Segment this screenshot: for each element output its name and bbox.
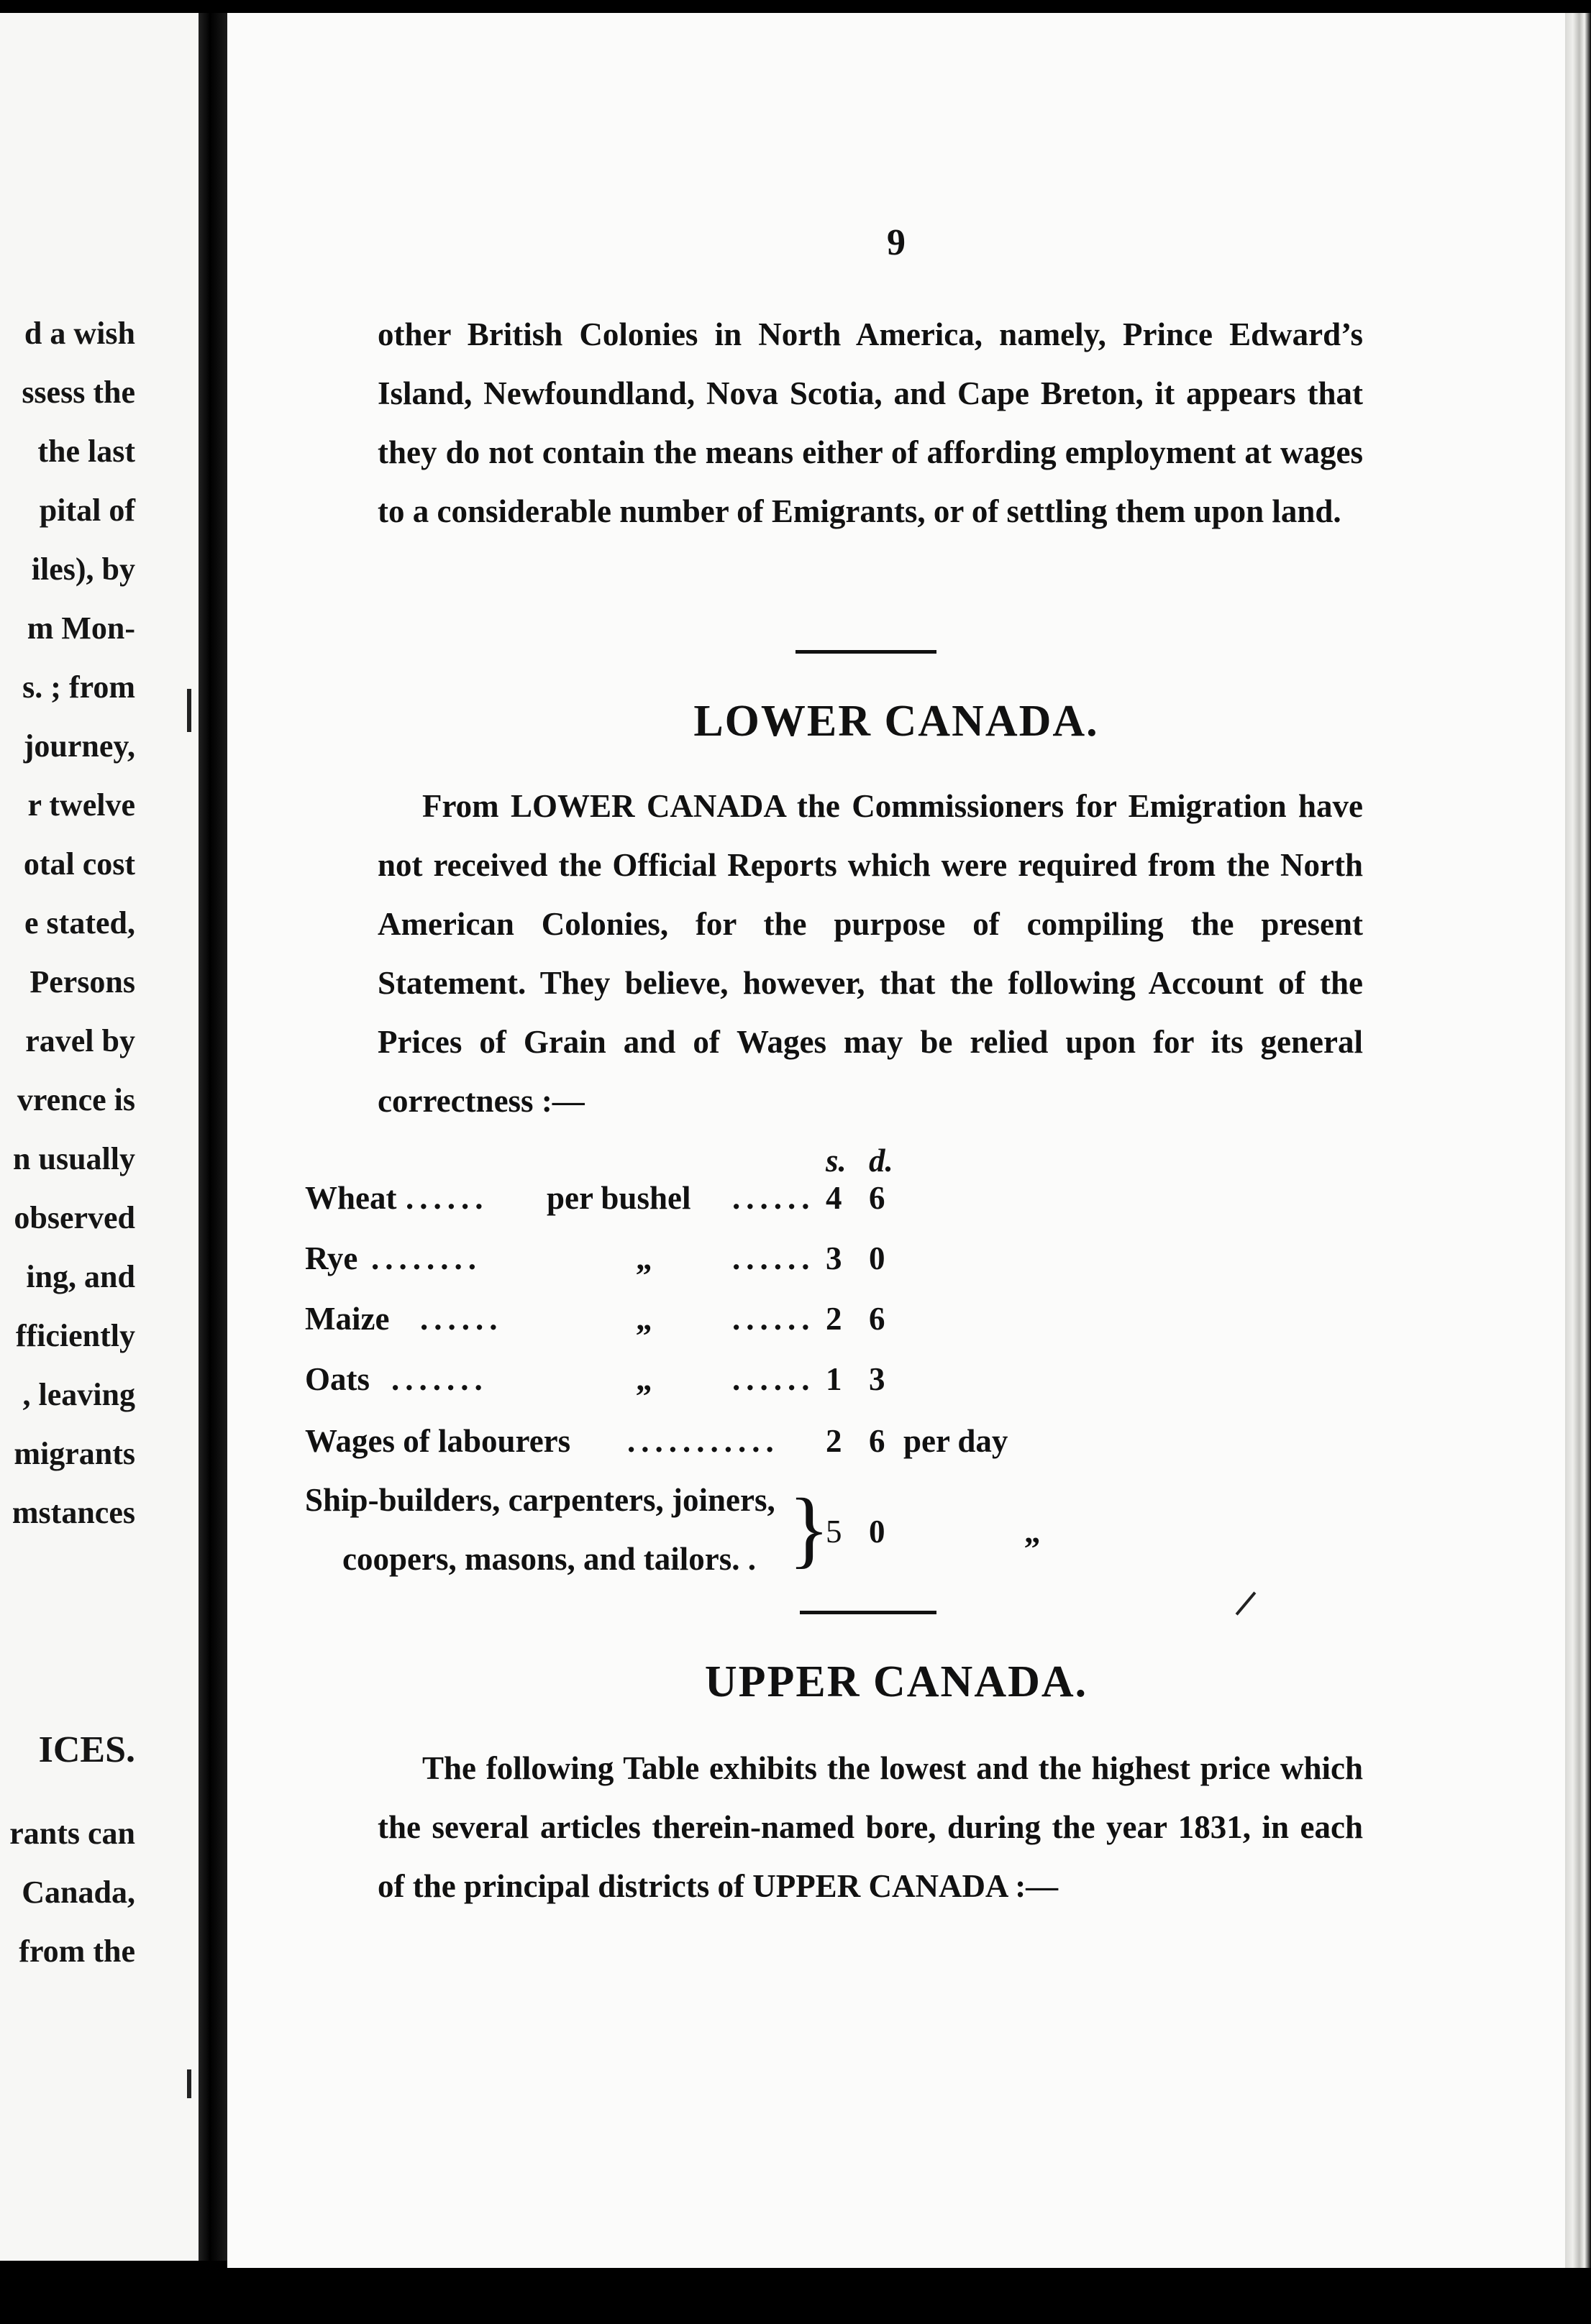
- left-fragment: rants can: [9, 1816, 135, 1851]
- section-divider: [796, 650, 936, 654]
- left-fragment: migrants: [14, 1436, 135, 1471]
- price-row-oats: [305, 1360, 1168, 1404]
- intro-paragraph: other British Colonies in North America, namely, Prince Edward’s Island, Newfoundland, Nova Scotia, and Cape Breton, it appears that they do not contain the means either of affording employment at wages to a considerable number of Emigrants, or of settling them upon land.: [378, 316, 1363, 529]
- price-shillings: 3: [826, 1240, 842, 1276]
- price-item: Rye: [305, 1240, 358, 1276]
- left-fragment: n usually: [13, 1141, 135, 1176]
- trades-row: [305, 1481, 1168, 1604]
- trades-line-1: Ship-builders, carpenters, joiners,: [305, 1482, 775, 1518]
- trades-line-2: coopers, masons, and tailors. .: [342, 1541, 757, 1577]
- price-shillings: 2: [826, 1301, 842, 1337]
- wages-pence: 6: [869, 1423, 885, 1459]
- left-fragment: journey,: [23, 728, 135, 764]
- wages-row: [305, 1422, 1168, 1465]
- left-fragment: e stated,: [24, 905, 135, 941]
- left-fragment: ing, and: [26, 1259, 135, 1294]
- leader-dots: ......: [732, 1180, 816, 1216]
- left-heading-fragment: ICES.: [38, 1729, 135, 1770]
- price-pence: 3: [869, 1361, 885, 1397]
- upper-canada-heading: UPPER CANADA.: [704, 1657, 1088, 1706]
- lower-canada-paragraph: From LOWER CANADA the Commissioners for Emigration have not received the Official Reports which were required from the North American Colonies, for the purpose of compiling the present Statement. They believe, however, that the following Account of the Prices of Grain and of Wages may be relied upon for its general correctness :—: [378, 788, 1363, 1119]
- book-gutter: [199, 13, 227, 2261]
- page-number: 9: [887, 222, 906, 263]
- trades-ditto: „: [1024, 1514, 1041, 1550]
- upper-canada-paragraph: The following Table exhibits the lowest and the highest price which the several articles therein-named bore, during the year 1831, in each of the principal districts of UPPER CANADA :—: [378, 1750, 1363, 1904]
- scan-speck: [187, 2069, 191, 2098]
- wages-per-day: per day: [903, 1423, 1008, 1459]
- shillings-column-header: s.: [826, 1143, 847, 1179]
- left-fragment: d a wish: [24, 316, 135, 351]
- left-facing-page: [0, 13, 199, 2261]
- leader-dots: ......: [732, 1301, 816, 1337]
- price-unit: „: [636, 1301, 652, 1337]
- scan-border-bottom: [0, 2268, 1591, 2324]
- price-shillings: 4: [826, 1180, 842, 1216]
- left-fragment: r twelve: [27, 787, 135, 823]
- price-item: Oats: [305, 1361, 370, 1397]
- leader-dots: ......: [732, 1361, 816, 1397]
- wages-shillings: 2: [826, 1423, 842, 1459]
- price-pence: 6: [869, 1180, 885, 1216]
- left-fragment: observed: [14, 1200, 135, 1235]
- leader-dots: ...........: [627, 1423, 780, 1459]
- pence-column-header: d.: [869, 1143, 893, 1179]
- left-fragment: otal cost: [23, 846, 135, 882]
- leader-dots: .......: [391, 1361, 488, 1397]
- price-unit: „: [636, 1361, 652, 1397]
- left-fragment: fficiently: [15, 1318, 135, 1353]
- price-pence: 0: [869, 1240, 885, 1276]
- price-item: Maize: [305, 1301, 390, 1337]
- left-fragment: Canada,: [22, 1875, 135, 1910]
- price-shillings: 1: [826, 1361, 842, 1397]
- curly-brace-icon: }: [788, 1481, 830, 1576]
- price-item: Wheat: [305, 1180, 397, 1216]
- trades-shillings: 5: [826, 1514, 842, 1550]
- price-row-maize: [305, 1300, 1168, 1343]
- price-row-wheat: [305, 1179, 1168, 1222]
- left-fragment: m Mon-: [27, 610, 135, 646]
- leader-dots: ......: [406, 1180, 489, 1216]
- left-fragment: the last: [37, 434, 135, 469]
- left-fragment: Persons: [29, 964, 135, 999]
- lower-canada-heading: LOWER CANADA.: [693, 697, 1099, 746]
- left-fragment: s. ; from: [22, 669, 135, 705]
- page-edge: [1565, 13, 1591, 2268]
- left-fragment: vrence is: [17, 1082, 135, 1117]
- price-unit: „: [636, 1240, 652, 1276]
- leader-dots: ......: [420, 1301, 503, 1337]
- ink-mark: [1236, 1591, 1257, 1615]
- section-divider: [800, 1611, 936, 1614]
- price-row-rye: [305, 1240, 1168, 1283]
- wages-item: Wages of labourers: [305, 1423, 571, 1459]
- price-unit: per bushel: [547, 1180, 691, 1216]
- left-fragment: ssess the: [22, 375, 135, 410]
- left-fragment: pital of: [39, 493, 135, 528]
- left-fragment: mstances: [12, 1495, 135, 1530]
- scan-border-top: [0, 0, 1591, 13]
- right-page: [227, 13, 1565, 2268]
- left-fragment: iles), by: [31, 552, 135, 587]
- left-fragment: , leaving: [22, 1377, 135, 1412]
- leader-dots: ........: [371, 1240, 482, 1276]
- price-pence: 6: [869, 1301, 885, 1337]
- left-fragment: ravel by: [25, 1023, 135, 1058]
- scan-speck: [187, 689, 191, 732]
- leader-dots: ......: [732, 1240, 816, 1276]
- left-fragment: from the: [19, 1934, 135, 1969]
- trades-pence: 0: [869, 1514, 885, 1550]
